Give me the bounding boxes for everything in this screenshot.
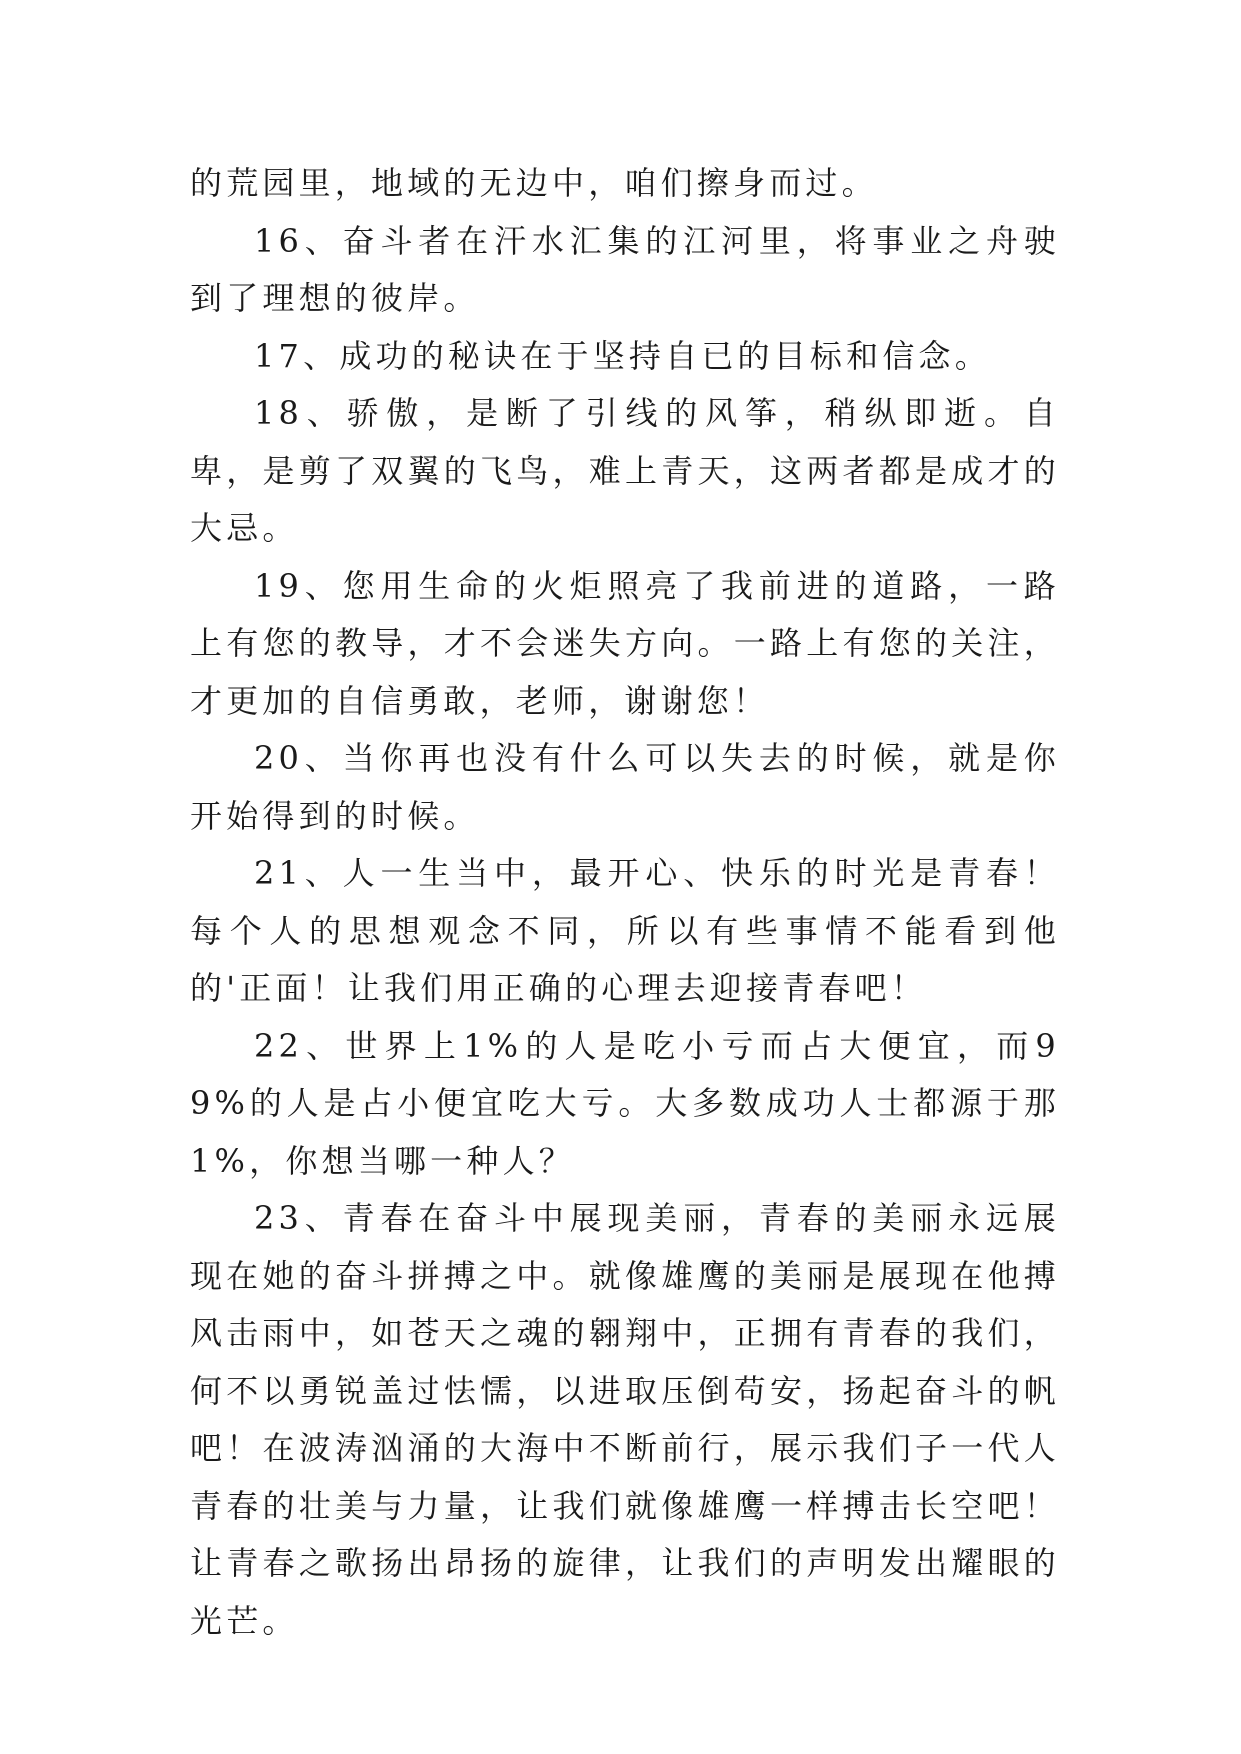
document-body (190, 155, 1060, 1650)
paragraph-18: 18、骄傲，是断了引线的风筝，稍纵即逝。自卑，是剪了双翼的飞鸟，难上青天，这两者都是成才的大忌。 (190, 394, 1060, 547)
paragraph-21: 21、人一生当中，最开心、快乐的时光是青春！每个人的思想观念不同，所以有些事情不能看到他的'正面！让我们用正确的心理去迎接青春吧！ (190, 854, 1060, 1007)
paragraph-20: 20、当你再也没有什么可以失去的时候，就是你开始得到的时候。 (190, 739, 1060, 835)
paragraph-19: 19、您用生命的火炬照亮了我前进的道路，一路上有您的教导，才不会迷失方向。一路上有您的关注，才更加的自信勇敢，老师，谢谢您！ (190, 566, 1060, 720)
paragraph-16: 16、奋斗者在汗水汇集的江河里，将事业之舟驶到了理想的彼岸。 (190, 221, 1060, 317)
paragraph-23: 23、青春在奋斗中展现美丽，青春的美丽永远展现在她的奋斗拼搏之中。就像雄鹰的美丽是展现在他搏风击雨中，如苍天之魂的翱翔中，正拥有青春的我们，何不以勇锐盖过怯懦，以进取压倒苟安，扬起奋斗的帆吧！在波涛汹涌的大海中不断前行，展示我们子一代人青春的壮美与力量，让我们就像雄鹰一样搏击长空吧！让青春之歌扬出昂扬的旋律，让我们的声明发出耀眼的光芒。 (190, 1199, 1060, 1640)
paragraph-22: 22、世界上1%的人是吃小亏而占大便宜，而99%的人是占小便宜吃大亏。大多数成功人士都源于那1%，你想当哪一种人？ (190, 1026, 1060, 1180)
paragraph-17: 17、成功的秘诀在于坚持自已的目标和信念。 (254, 336, 991, 375)
paragraph-continuation: 的荒园里，地域的无边中，咱们擦身而过。 (190, 164, 878, 202)
